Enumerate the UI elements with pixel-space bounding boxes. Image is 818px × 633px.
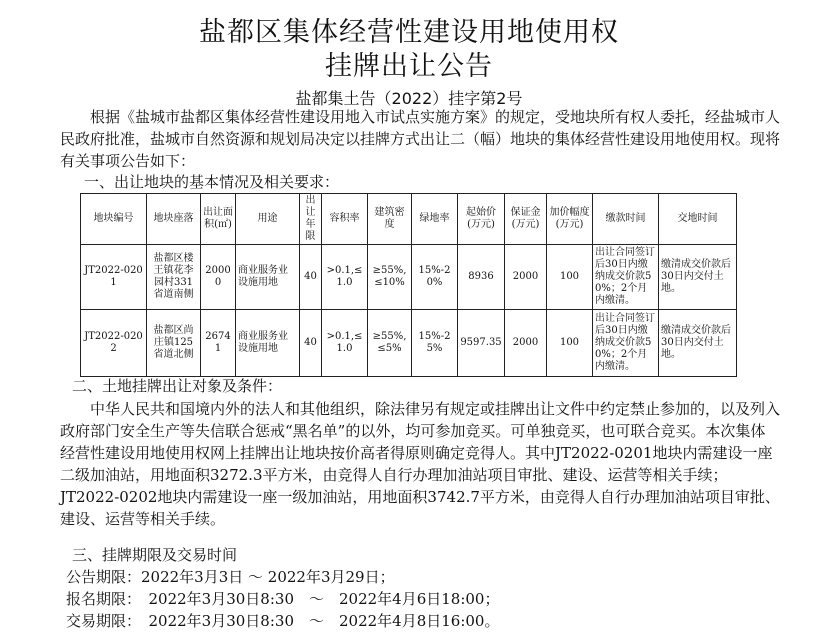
col-header: 建筑密度 bbox=[368, 194, 412, 245]
section1-heading: 一、出让地块的基本情况及相关要求： bbox=[84, 173, 340, 191]
cell-deposit: 2000 bbox=[505, 245, 547, 310]
notice-title-line2: 挂牌出让公告 bbox=[325, 51, 493, 82]
cell-density: ≥55%,≤10% bbox=[368, 245, 412, 310]
cell-use: 商业服务业设施用地 bbox=[236, 245, 300, 310]
cell-start-price: 9597.35 bbox=[458, 310, 505, 377]
document-number: 盐都集土告（2022）挂字第2号 bbox=[295, 89, 523, 108]
cell-green: 15%-20% bbox=[412, 245, 458, 310]
cell-deposit: 2000 bbox=[505, 310, 547, 377]
col-header: 保证金(万元) bbox=[505, 194, 547, 245]
cell-increment: 100 bbox=[547, 245, 593, 310]
schedule-announcement: 公告期限：2022年3月3日 ～ 2022年3月29日； bbox=[66, 568, 395, 586]
cell-area: 26741 bbox=[201, 310, 236, 377]
cell-far: >0.1,≤1.0 bbox=[322, 245, 368, 310]
section3-heading: 三、挂牌期限及交易时间 bbox=[72, 546, 238, 564]
col-header: 缴款时间 bbox=[593, 194, 659, 245]
table-header-row bbox=[81, 194, 737, 245]
cell-parcel-id: JT2022-0201 bbox=[81, 245, 147, 310]
col-header: 交地时间 bbox=[659, 194, 737, 245]
schedule-trading: 交易期限： 2022年3月30日8:30 ～ 2022年4月8日16:00。 bbox=[66, 612, 500, 630]
cell-delivery: 缴清成交价款后30日内交付土地。 bbox=[659, 245, 737, 310]
land-parcel-table bbox=[80, 193, 737, 377]
cell-location: 盐都区尚庄镇125省道北侧 bbox=[147, 310, 201, 377]
col-header: 出让面积(㎡) bbox=[201, 194, 236, 245]
col-header: 容积率 bbox=[322, 194, 368, 245]
cell-green: 15%-25% bbox=[412, 310, 458, 377]
cell-payment: 出让合同签订后30日内缴纳成交价款50%；2个月内缴清。 bbox=[593, 245, 659, 310]
notice-title-line1: 盐都区集体经营性建设用地使用权 bbox=[199, 17, 619, 48]
section2-heading: 二、土地挂牌出让对象及条件： bbox=[72, 377, 283, 395]
cell-years: 40 bbox=[300, 310, 322, 377]
table-row bbox=[81, 245, 737, 310]
cell-start-price: 8936 bbox=[458, 245, 505, 310]
cell-increment: 100 bbox=[547, 310, 593, 377]
cell-density: ≥55%,≤5% bbox=[368, 310, 412, 377]
cell-payment: 出让合同签订后30日内缴纳成交价款50%；2个月内缴清。 bbox=[593, 310, 659, 377]
cell-use: 商业服务业设施用地 bbox=[236, 310, 300, 377]
cell-far: >0.1,≤1.0 bbox=[322, 310, 368, 377]
col-header: 地块座落 bbox=[147, 194, 201, 245]
col-header: 加价幅度(万元) bbox=[547, 194, 593, 245]
col-header: 地块编号 bbox=[81, 194, 147, 245]
col-header: 用途 bbox=[236, 194, 300, 245]
section2-paragraph: 中华人民共和国境内外的法人和其他组织，除法律另有规定或挂牌出让文件中约定禁止参加的，以及列入政府部门安全生产等失信联合惩戒“黑名单”的以外，均可参加竞买。可单独竞买，也可联合竞买。本次集体经营性建设用地使用权网上挂牌出让地块按价高者得原则确定竞得人。其中JT2022-0201地块内需建设一座二级加油站，用地面积3272.3平方米，由竞得人自行办理加油站项目审批、建设、运营等相关手续；JT2022-0202地块内需建设一座一级加油站，用地面积3742.7平方米，由竞得人自行办理加油站项目审批、建设、运营等相关手续。 bbox=[60, 400, 781, 528]
table-row bbox=[81, 310, 737, 377]
cell-parcel-id: JT2022-0202 bbox=[81, 310, 147, 377]
cell-location: 盐都区楼王镇花李园村331省道南侧 bbox=[147, 245, 201, 310]
intro-paragraph: 根据《盐城市盐都区集体经营性建设用地入市试点实施方案》的规定，受地块所有权人委托，经盐城市人民政府批准，盐城市自然资源和规划局决定以挂牌方式出让二（幅）地块的集体经营性建设用地使用权。现将有关事项公告如下： bbox=[60, 108, 781, 170]
cell-delivery: 缴清成交价款后30日内交付土地。 bbox=[659, 310, 737, 377]
schedule-registration: 报名期限： 2022年3月30日8:30 ～ 2022年4月6日18:00； bbox=[66, 590, 500, 608]
col-header: 出让年限 bbox=[300, 194, 322, 245]
cell-area: 20000 bbox=[201, 245, 236, 310]
col-header: 绿地率 bbox=[412, 194, 458, 245]
cell-years: 40 bbox=[300, 245, 322, 310]
col-header: 起始价(万元) bbox=[458, 194, 505, 245]
